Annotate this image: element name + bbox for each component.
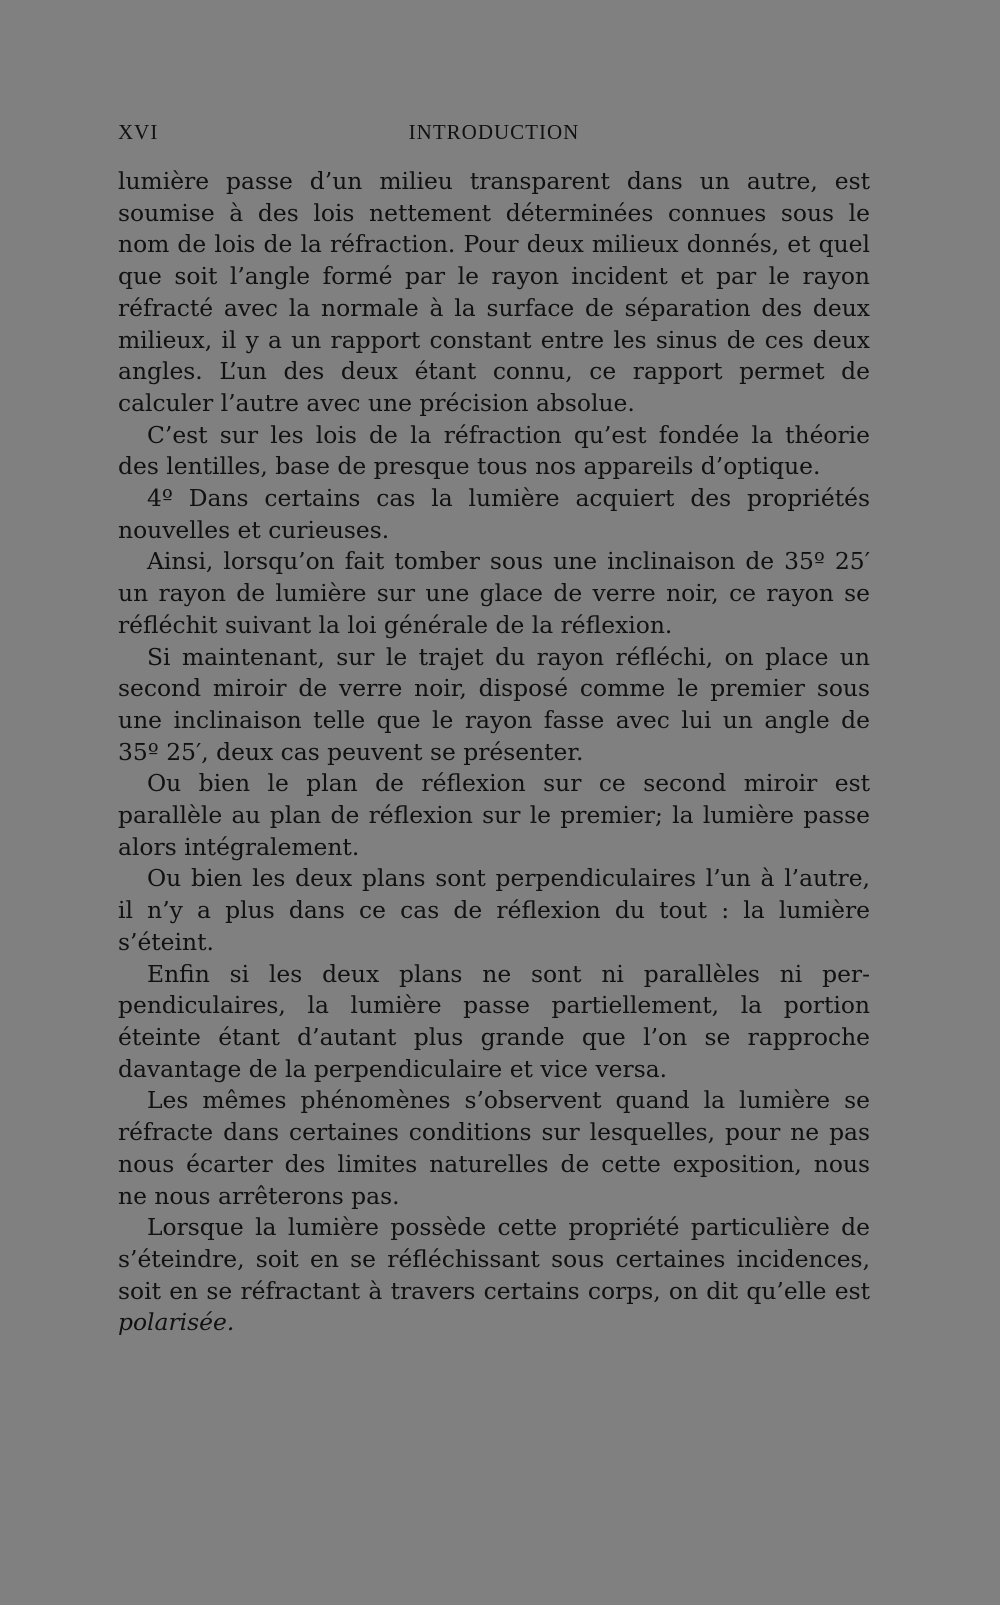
book-page	[118, 120, 870, 1339]
paragraph-lentilles: C’est sur les lois de la réfraction qu’est fondée la théorie des lentilles, base de presque tous nos appareils d’optique.	[118, 420, 870, 481]
running-title: INTRODUCTION	[408, 120, 580, 144]
body-text	[118, 166, 870, 1339]
page-number: XVI	[118, 120, 159, 144]
paragraph-continued: lumière passe d’un milieu transparent dans un autre, est soumise à des lois nettement déterminées connues sous le nom de lois de la réfraction. Pour deux milieux donnés, et quel que soit l’angle formé par le rayon incident et par le rayon réfracté avec la normale à la surface de séparation des deux milieux, il y a un rapport constant entre les sinus de ces deux angles. L’un des deux étant connu, ce rapport permet de calculer l’autre avec une précision absolue.	[118, 167, 870, 417]
paragraph-refraction: Les mêmes phénomènes s’observent quand la lumière se réfracte dans certaines conditions sur lesquelles, pour ne pas nous écarter des limites naturelles de cette exposition, nous ne nous arrêterons pas.	[118, 1086, 870, 1210]
paragraph-proprietes: 4º Dans certains cas la lumière acquiert des propriétés nouvelles et curieuses.	[118, 484, 870, 544]
paragraph-inclinaison: Ainsi, lorsqu’on fait tomber sous une inclinaison de 35º 25′ un rayon de lumière sur une glace de verre noir, ce rayon se réfléchit suivant la loi générale de la réflexion.	[118, 547, 870, 639]
polarisee-emphasis: polarisée.	[118, 1308, 235, 1337]
paragraph-partiellement: Enfin si les deux plans ne sont ni parallèles ni perpendiculaires, la lumière passe partiellement, la portion éteinte étant d’autant plus grande que l’on se rapproche davantage de la perpendiculaire et vice versa.	[118, 959, 870, 1083]
paragraph-perpendiculaire: Ou bien les deux plans sont perpendiculaires l’un à l’autre, il n’y a plus dans ce cas de réflexion du tout : la lumière s’éteint.	[118, 864, 870, 956]
paragraph-parallele: Ou bien le plan de réflexion sur ce second miroir est parallèle au plan de réflexion sur le premier; la lumière passe alors intégralement.	[118, 769, 870, 861]
paragraph-second-miroir: Si maintenant, sur le trajet du rayon réfléchi, on place un second miroir de verre noir, disposé comme le premier sous une inclinaison telle que le rayon fasse avec lui un angle de 35º 25′, deux cas peuvent se présenter.	[118, 642, 870, 766]
paragraph-polarisee	[118, 1212, 870, 1339]
running-head	[118, 120, 870, 148]
polarisee-sentence: Lorsque la lumière possède cette propriété particulière de s’éteindre, soit en se réfléchissant sous certaines incidences, soit en se réfractant à travers certains corps, on dit qu’elle est	[118, 1213, 870, 1305]
